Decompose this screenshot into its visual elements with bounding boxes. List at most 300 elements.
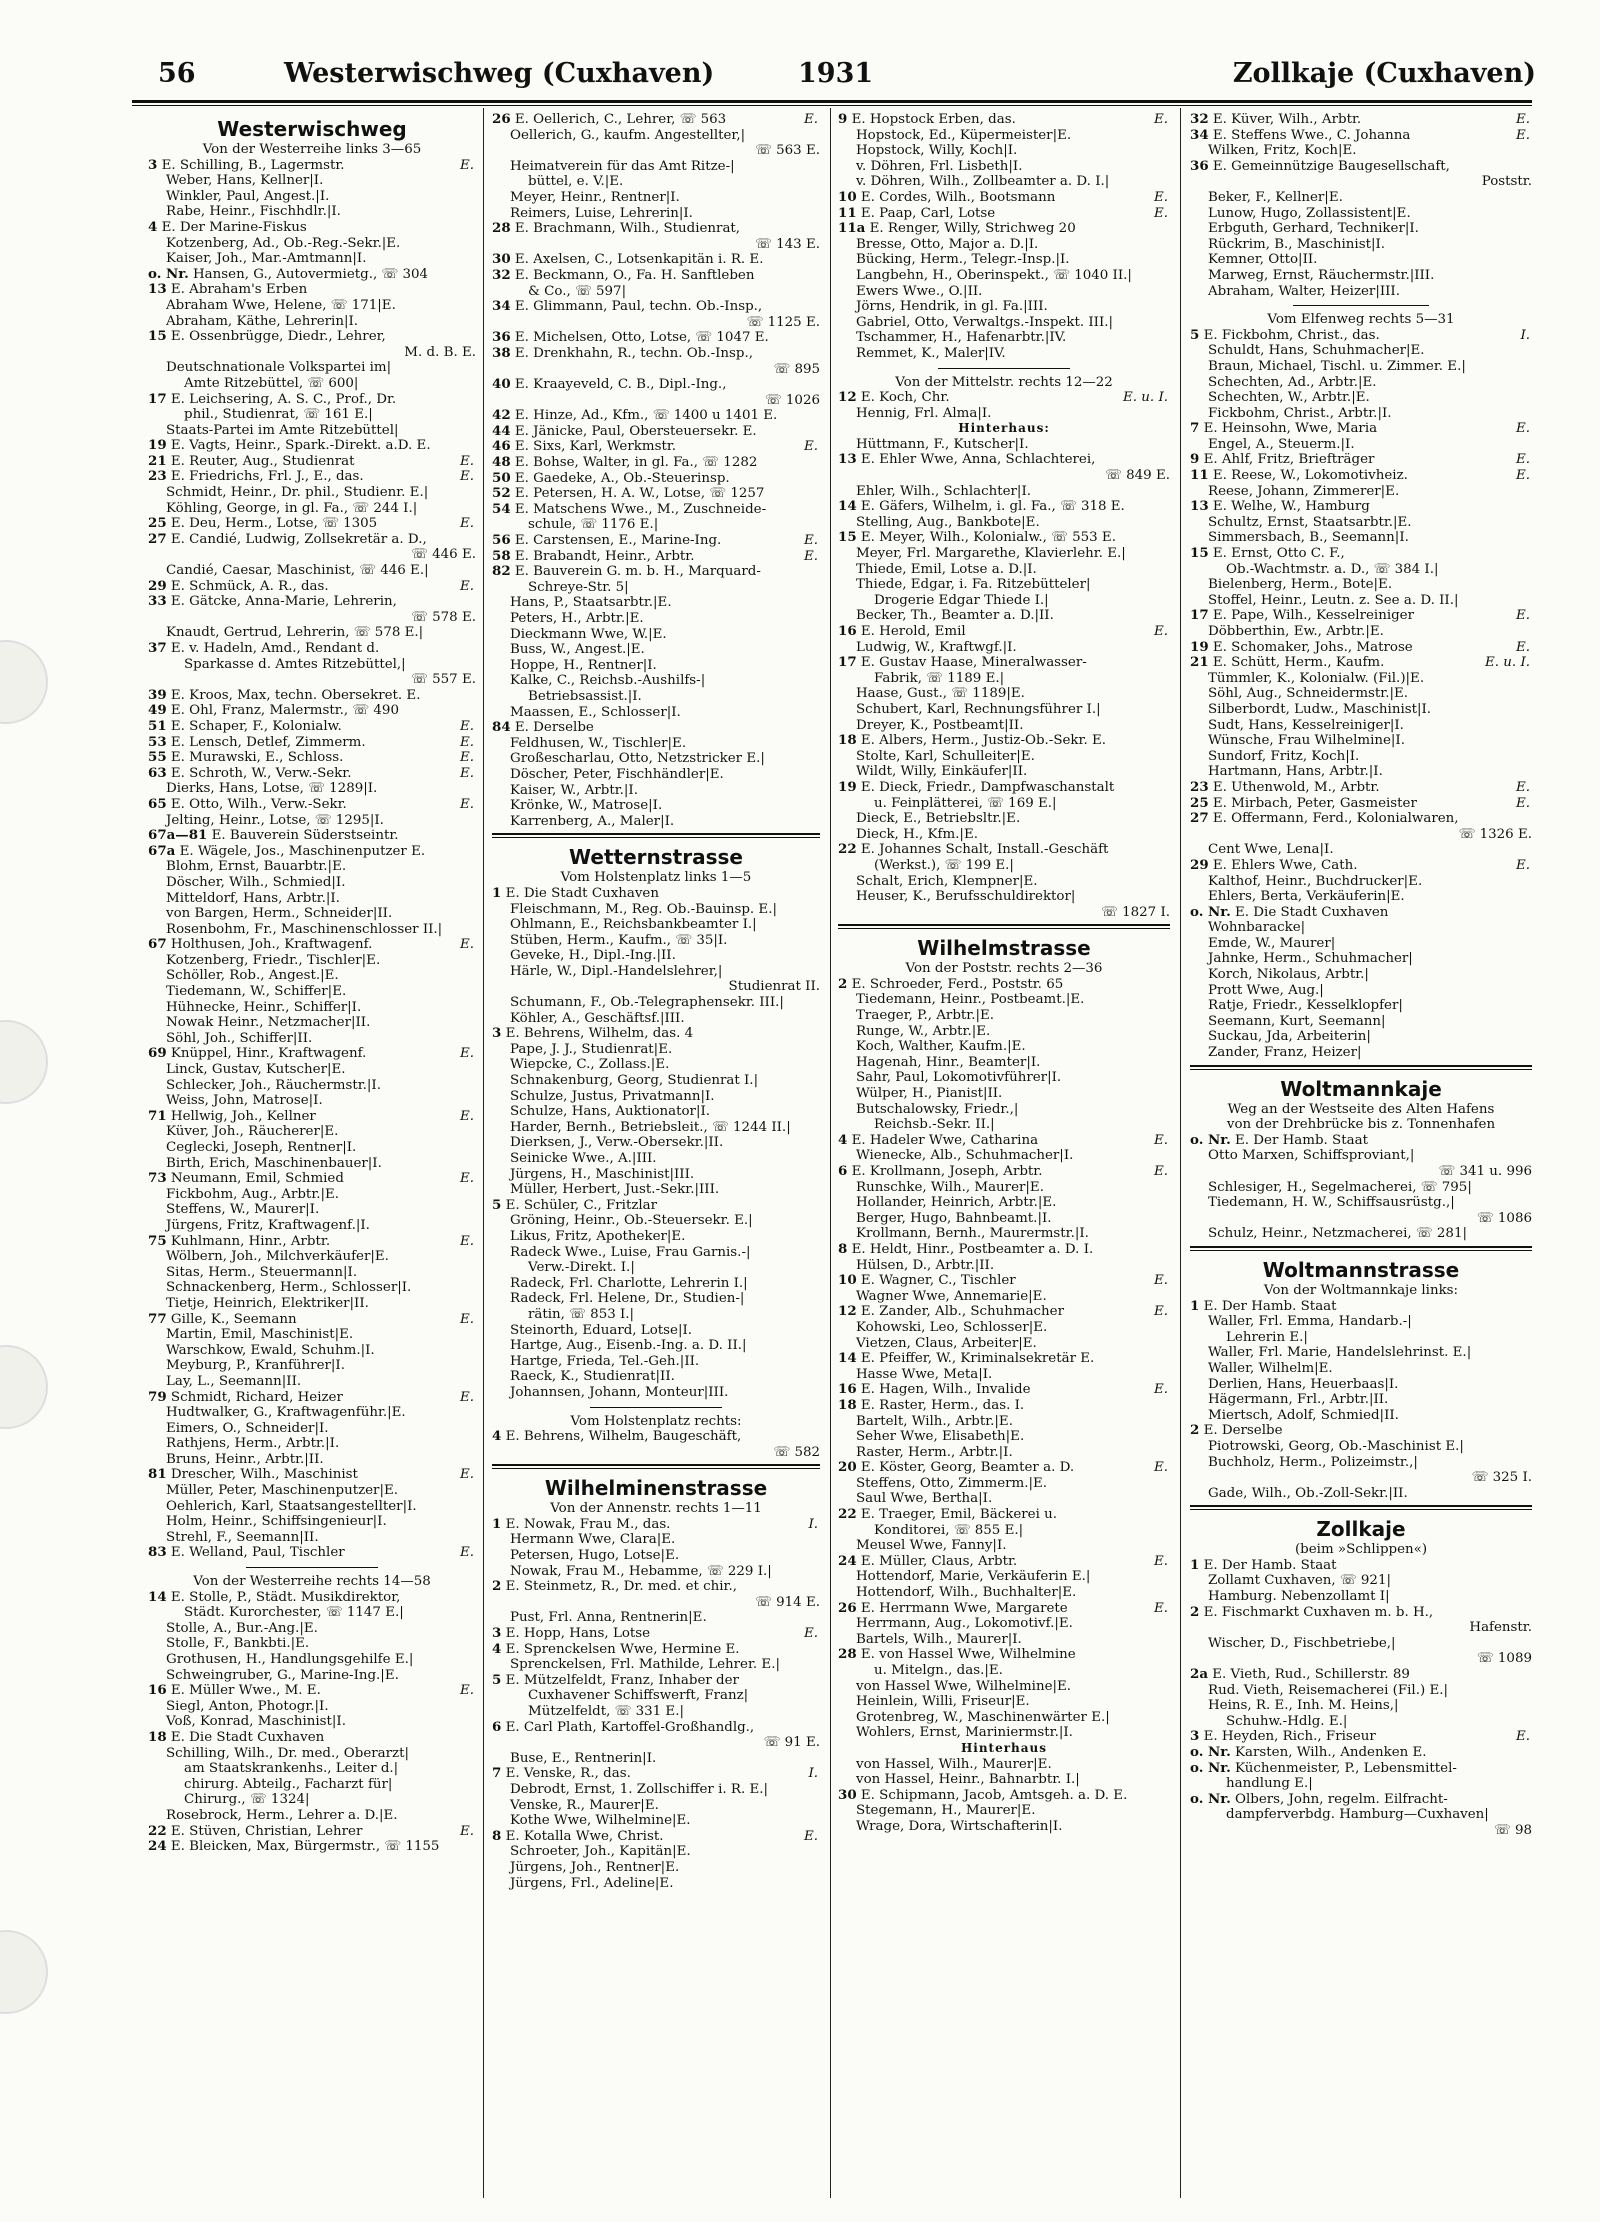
directory-entry: [492, 1260, 820, 1276]
entry-text: Rosebrock, Herm., Lehrer a. D.|E.: [166, 1807, 398, 1823]
column-divider: [830, 108, 831, 2198]
directory-entry: [838, 1226, 1170, 1242]
entry-text: Kohowski, Leo, Schlosser|E.: [856, 1319, 1048, 1335]
directory-entry: [1190, 1776, 1532, 1792]
entry-text: phil., Studienrat, ☏ 161 E.|: [184, 407, 373, 423]
house-number: 14: [838, 499, 857, 515]
directory-entry: [492, 1104, 820, 1120]
directory-entry: [148, 1499, 476, 1515]
entry-text: Schweingruber, G., Marine-Ing.|E.: [166, 1667, 399, 1683]
entry-text: ☏ 578 E.: [411, 609, 476, 625]
floor-marker: E.: [1153, 1164, 1168, 1179]
house-number: 28: [492, 221, 511, 237]
directory-entry: [838, 252, 1170, 268]
entry-text: Rabe, Heinr., Fischhdlr.|I.: [166, 204, 341, 220]
directory-entry: [148, 298, 476, 314]
directory-entry: [838, 1273, 1170, 1289]
entry-text: Hottendorf, Marie, Verkäuferin E.|: [856, 1569, 1091, 1585]
directory-entry: [492, 330, 820, 346]
directory-entry: [492, 814, 820, 830]
sub-divider: [1293, 305, 1430, 306]
house-number: 55: [148, 750, 167, 766]
entry-text: E. Der Marine-Fiskus: [157, 219, 307, 235]
house-number: 32: [1190, 112, 1209, 127]
entry-text: Martin, Emil, Maschinist|E.: [166, 1327, 354, 1343]
house-number: 14: [838, 1351, 857, 1367]
floor-marker: E.: [1515, 1729, 1530, 1745]
entry-text: E. Schaper, F., Kolonialw.: [166, 718, 342, 734]
directory-entry: [148, 423, 476, 439]
entry-text: E. Fickbohm, Christ., das.: [1199, 327, 1380, 343]
entry-text: & Co., ☏ 597|: [528, 283, 627, 299]
directory-entry: [148, 516, 476, 532]
entry-text: Traeger, P., Arbtr.|E.: [856, 1008, 994, 1024]
entry-text: E. Küver, Wilh., Arbtr.: [1208, 112, 1362, 127]
directory-entry: [492, 408, 820, 424]
directory-entry: [1190, 284, 1532, 300]
entry-text: Sahr, Paul, Lokomotivführer|I.: [856, 1070, 1062, 1086]
entry-text: E. Zander, Alb., Schuhmacher: [856, 1304, 1065, 1320]
entry-text: Schlecker, Joh., Räuchermstr.|I.: [166, 1077, 381, 1093]
directory-entry: [148, 1187, 476, 1203]
house-number: 33: [148, 594, 167, 610]
directory-entry: [492, 1704, 820, 1720]
directory-entry: [148, 1156, 476, 1172]
entry-text: Knüppel, Hinr., Kraftwagenf.: [166, 1046, 367, 1062]
house-number: 34: [1190, 127, 1209, 143]
entry-text: ☏ 1089: [1476, 1651, 1532, 1667]
entry-text: Sprenckelsen, Frl. Mathilde, Lehrer. E.|: [510, 1657, 780, 1673]
entry-text: Ehler, Wilh., Schlachter|I.: [856, 483, 1031, 499]
directory-entry: [1190, 577, 1532, 593]
directory-entry: [838, 1336, 1170, 1352]
street-title: Zollkaje: [1316, 1517, 1406, 1542]
directory-entry: [1190, 1620, 1532, 1636]
directory-entry: [838, 1070, 1170, 1086]
directory-entry: [148, 189, 476, 205]
directory-entry: [838, 961, 1170, 977]
directory-entry: [1190, 655, 1532, 671]
house-number: 21: [1190, 655, 1209, 671]
house-number: 1: [492, 1516, 502, 1532]
house-number: 18: [838, 733, 857, 749]
entry-text: E. Gemeinnützige Baugesellschaft,: [1208, 158, 1450, 174]
directory-entry: [148, 1140, 476, 1156]
entry-text: E. Meyer, Wilh., Kolonialw., ☏ 553 E.: [856, 530, 1116, 546]
entry-text: Reichsb.-Sekr. II.|: [874, 1117, 995, 1133]
directory-entry: [838, 468, 1170, 484]
house-number: 11: [1190, 468, 1209, 484]
entry-text: E. Johannes Schalt, Install.-Geschäft: [856, 842, 1109, 858]
directory-entry: [1190, 998, 1532, 1014]
entry-text: Vom Holstenplatz rechts:: [570, 1413, 742, 1429]
directory-entry: [492, 964, 820, 980]
entry-text: ☏ 849 E.: [1105, 468, 1170, 484]
floor-marker: E.: [803, 439, 818, 455]
directory-entry: [492, 870, 820, 886]
directory-entry: [1190, 671, 1532, 687]
entry-text: Chirurg., ☏ 1324|: [184, 1792, 310, 1808]
entry-text: Ehlers, Berta, Verkäuferin|E.: [1208, 889, 1405, 905]
directory-entry: [838, 1242, 1170, 1258]
directory-entry: [492, 1323, 820, 1339]
entry-text: E. Renger, Willy, Strichweg 20: [865, 221, 1076, 237]
entry-text: Kemner, Otto|II.: [1208, 252, 1318, 268]
entry-text: E. Die Stadt Cuxhaven: [501, 885, 659, 901]
floor-marker: E.: [459, 1389, 474, 1405]
directory-entry: [1190, 375, 1532, 391]
entry-text: Karsten, Wilh., Andenken E.: [1230, 1745, 1427, 1760]
entry-text: Tiedemann, Heinr., Postbeamt.|E.: [856, 992, 1085, 1008]
entry-text: E. Lensch, Detlef, Zimmerm.: [166, 734, 366, 750]
directory-entry: [1190, 1683, 1532, 1699]
directory-entry: [148, 1452, 476, 1468]
directory-entry: [1190, 1392, 1532, 1408]
directory-entry: [838, 1632, 1170, 1648]
entry-text: Stolle, A., Bur.-Ang.|E.: [166, 1620, 318, 1636]
directory-entry: [838, 1133, 1170, 1149]
entry-text: E. Ehlers Wwe, Cath.: [1208, 857, 1358, 873]
directory-entry: [1190, 190, 1532, 206]
entry-text: Gabriel, Otto, Verwaltgs.-Inspekt. III.|: [856, 314, 1113, 330]
entry-text: Stelling, Aug., Bankbote|E.: [856, 514, 1040, 530]
entry-text: E. Krollmann, Joseph, Arbtr.: [847, 1164, 1043, 1179]
entry-text: Hottendorf, Wilh., Buchhalter|E.: [856, 1585, 1077, 1601]
entry-text: Gade, Wilh., Ob.-Zoll-Sekr.|II.: [1208, 1485, 1408, 1501]
entry-text: Köhler, A., Geschäftsf.|III.: [510, 1010, 685, 1026]
entry-text: E. Beckmann, O., Fa. H. Sanftleben: [510, 267, 755, 283]
house-number: 17: [838, 655, 857, 671]
entry-text: Hülsen, D., Arbtr.|II.: [856, 1257, 995, 1273]
entry-text: Koch, Walther, Kaufm.|E.: [856, 1039, 1026, 1055]
entry-text: Hellwig, Joh., Kellner: [166, 1108, 316, 1124]
entry-text: rätin, ☏ 853 I.|: [528, 1306, 635, 1322]
entry-text: chirurg. Abteilg., Facharzt für|: [184, 1776, 393, 1792]
directory-entry: [148, 1590, 476, 1606]
entry-text: Neumann, Emil, Schmied: [166, 1171, 344, 1187]
directory-entry: [148, 532, 476, 548]
entry-text: Sitas, Herm., Steuermann|I.: [166, 1264, 358, 1280]
directory-entry: [148, 1031, 476, 1047]
house-number: 3: [148, 157, 158, 173]
floor-marker: E.: [1515, 452, 1530, 468]
directory-entry: [492, 143, 820, 159]
directory-entry: [1190, 343, 1532, 359]
entry-text: Mitteldorf, Hans, Arbtr.|I.: [166, 890, 340, 906]
entry-text: Rud. Vieth, Reisemacherei (Fil.) E.|: [1208, 1682, 1448, 1698]
directory-entry: [148, 1249, 476, 1265]
directory-entry: [1190, 143, 1532, 159]
entry-text: Schuldt, Hans, Schuhmacher|E.: [1208, 343, 1425, 359]
directory-entry: [1190, 593, 1532, 609]
column-divider: [1180, 108, 1181, 2198]
directory-entry: [492, 471, 820, 487]
house-number: 56: [492, 533, 511, 549]
directory-entry: [492, 1057, 820, 1073]
entry-text: Seemann, Kurt, Seemann|: [1208, 1013, 1386, 1029]
entry-text: Söhl, Aug., Schneidermstr.|E.: [1208, 686, 1408, 702]
house-number: 18: [838, 1397, 857, 1413]
entry-text: Von der Woltmannkaje links:: [1263, 1282, 1459, 1298]
street-title: Wilhelminenstrasse: [544, 1476, 768, 1501]
entry-text: Fickbohm, Christ., Arbtr.|I.: [1208, 405, 1392, 421]
house-number: 6: [492, 1719, 502, 1735]
entry-text: von Bargen, Herm., Schneider|II.: [166, 906, 393, 922]
directory-entry: [492, 424, 820, 440]
entry-text: Linck, Gustav, Kutscher|E.: [166, 1062, 346, 1078]
section-rule: [1190, 1065, 1532, 1070]
directory-entry: [148, 360, 476, 376]
directory-entry: [1190, 967, 1532, 983]
entry-text: Fabrik, ☏ 1189 E.|: [874, 670, 1005, 686]
house-number: 42: [492, 408, 511, 424]
floor-marker: E.: [1515, 608, 1530, 624]
entry-text: E. Derselbe: [510, 720, 594, 736]
house-number: 26: [492, 112, 511, 127]
entry-text: von der Drehbrücke bis z. Tonnenhafen: [1226, 1117, 1496, 1133]
house-number: 11: [838, 205, 857, 221]
house-number: 67a—81: [148, 828, 208, 844]
directory-entry: [148, 1730, 476, 1746]
street-title: Woltmannstrasse: [1262, 1257, 1460, 1282]
entry-text: E. Pfeiffer, W., Kriminalsekretär E.: [856, 1351, 1095, 1367]
directory-entry: [838, 1538, 1170, 1554]
directory-entry: [838, 764, 1170, 780]
entry-text: Kotzenberg, Friedr., Tischler|E.: [166, 952, 381, 968]
directory-entry: [148, 719, 476, 735]
directory-entry: [1190, 1651, 1532, 1667]
entry-text: Jürgens, H., Maschinist|III.: [510, 1166, 695, 1182]
entry-text: E. Müller Wwe., M. E.: [166, 1683, 321, 1699]
entry-text: Müller, Herbert, Just.-Sekr.|III.: [510, 1182, 720, 1198]
house-number: 50: [492, 470, 511, 486]
entry-text: Silberbordt, Ludw., Maschinist|I.: [1208, 701, 1432, 717]
directory-entry: [1190, 1180, 1532, 1196]
directory-entry: [838, 1585, 1170, 1601]
directory-entry: [1190, 811, 1532, 827]
entry-text: Weiss, John, Matrose|I.: [166, 1093, 323, 1109]
directory-entry: [492, 751, 820, 767]
house-number: 14: [148, 1589, 167, 1605]
directory-entry: [838, 206, 1170, 222]
section-rule: [1190, 1246, 1532, 1251]
entry-text: ☏ 143 E.: [755, 236, 820, 252]
house-number: 32: [492, 267, 511, 283]
entry-text: Engel, A., Steuerm.|I.: [1208, 436, 1355, 452]
house-number: 5: [1190, 327, 1200, 343]
directory-entry: [1190, 1283, 1532, 1299]
entry-text: Stoffel, Heinr., Leutn. z. See a. D. II.|: [1208, 592, 1459, 608]
directory-entry: [148, 984, 476, 1000]
house-number: 28: [838, 1647, 857, 1663]
entry-text: Gröning, Heinr., Ob.-Steuersekr. E.|: [510, 1213, 753, 1229]
directory-entry: [838, 811, 1170, 827]
entry-text: ☏ 1326 E.: [1458, 826, 1532, 842]
entry-text: Lunow, Hugo, Zollassistent|E.: [1208, 205, 1411, 221]
directory-entry: [492, 1813, 820, 1829]
house-number: o. Nr.: [1190, 1791, 1231, 1807]
floor-marker: E.: [459, 1545, 474, 1561]
directory-entry: [148, 781, 476, 797]
entry-text: Knaudt, Gertrud, Lehrerin, ☏ 578 E.|: [166, 625, 424, 641]
entry-text: Amte Ritzebüttel, ☏ 600|: [184, 375, 359, 391]
house-number: 81: [148, 1467, 167, 1483]
directory-entry: [492, 268, 820, 284]
entry-text: Schreye-Str. 5|: [528, 579, 629, 595]
house-number: o. Nr.: [1190, 1745, 1231, 1760]
entry-text: Lay, L., Seemann|II.: [166, 1373, 302, 1389]
entry-text: Heimatverein für das Amt Ritze-|: [510, 158, 735, 174]
floor-marker: E.: [459, 1823, 474, 1839]
house-number: 1: [492, 885, 502, 901]
entry-text: E. Schroth, W., Verw.-Sekr.: [166, 765, 352, 781]
floor-marker: E.: [1153, 624, 1168, 639]
directory-entry: [838, 268, 1170, 284]
entry-text: Jürgens, Joh., Rentner|E.: [510, 1859, 680, 1875]
directory-entry: [838, 718, 1170, 734]
directory-entry: [838, 977, 1170, 993]
directory-entry: [492, 673, 820, 689]
directory-entry: [492, 1167, 820, 1183]
entry-text: E. Gätcke, Anna-Marie, Lehrerin,: [166, 594, 397, 610]
floor-marker: I.: [1520, 327, 1530, 343]
entry-text: Bartelt, Wilh., Arbtr.|E.: [856, 1413, 1013, 1429]
directory-entry: [492, 237, 820, 253]
entry-text: ☏ 563 E.: [755, 143, 820, 159]
house-number: 1: [1190, 1298, 1200, 1314]
entry-text: Holthusen, Joh., Kraftwagenf.: [166, 937, 373, 953]
directory-entry: [838, 1367, 1170, 1383]
entry-text: E. von Hassel Wwe, Wilhelmine: [856, 1647, 1076, 1663]
directory-entry: [838, 1569, 1170, 1585]
entry-text: Nowak Heinr., Netzmacher|II.: [166, 1015, 371, 1031]
entry-text: Abraham, Walter, Heizer|III.: [1208, 283, 1400, 299]
entry-text: E. Schilling, B., Lagermstr.: [157, 157, 345, 173]
floor-marker: E.: [459, 734, 474, 750]
entry-text: E. Hinze, Ad., Kfm., ☏ 1400 u 1401 E.: [510, 408, 778, 424]
directory-entry: [492, 1135, 820, 1151]
entry-text: Dieck, E., Betriebsltr.|E.: [856, 811, 1021, 827]
entry-text: Pape, J. J., Studienrat|E.: [510, 1041, 673, 1057]
entry-text: Müller, Peter, Maschinenputzer|E.: [166, 1483, 398, 1499]
entry-text: E. Mützelfeldt, Franz, Inhaber der: [501, 1672, 739, 1688]
entry-text: Runge, W., Arbtr.|E.: [856, 1023, 991, 1039]
directory-entry: [148, 1062, 476, 1078]
header-left-title: Westerwischweg (Cuxhaven): [284, 58, 715, 89]
entry-text: Hennig, Frl. Alma|I.: [856, 405, 992, 421]
entry-text: Kaiser, W., Arbtr.|I.: [510, 782, 638, 798]
directory-entry: [1190, 686, 1532, 702]
directory-entry: [838, 1258, 1170, 1274]
entry-text: Derlien, Hans, Heuerbaas|I.: [1208, 1376, 1399, 1392]
entry-text: Jahnke, Herm., Schuhmacher|: [1208, 951, 1413, 967]
directory-entry: [1190, 1423, 1532, 1439]
directory-entry: [148, 968, 476, 984]
entry-text: Abraham, Käthe, Lehrerin|I.: [166, 313, 359, 329]
directory-entry: [492, 995, 820, 1011]
entry-text: E. Kraayeveld, C. B., Dipl.-Ing.,: [510, 377, 727, 393]
entry-text: E. Die Stadt Cuxhaven: [1230, 904, 1389, 920]
directory-entry: [492, 284, 820, 300]
floor-marker: E.: [1153, 189, 1168, 205]
directory-entry: [148, 875, 476, 891]
directory-entry: [148, 563, 476, 579]
entry-text: Bücking, Herm., Telegr.-Insp.|I.: [856, 252, 1070, 268]
entry-text: M. d. B. E.: [404, 344, 476, 360]
directory-entry: [1190, 1045, 1532, 1061]
house-number: 4: [492, 1641, 502, 1657]
floor-marker: E.: [459, 765, 474, 781]
entry-text: Hartge, Aug., Eisenb.-Ing. a. D. II.|: [510, 1338, 747, 1354]
house-number: 2: [492, 1579, 502, 1595]
directory-entry: [148, 1218, 476, 1234]
entry-text: E. Koch, Chr.: [856, 390, 950, 406]
house-number: 48: [492, 455, 511, 471]
directory-entry: [492, 979, 820, 995]
entry-text: Reese, Johann, Zimmerer|E.: [1208, 483, 1400, 499]
directory-entry: [1190, 749, 1532, 765]
entry-text: Saul Wwe, Bertha|I.: [856, 1491, 993, 1507]
directory-entry: [1190, 359, 1532, 375]
directory-entry: [492, 1735, 820, 1751]
entry-text: Waller, Frl. Marie, Handelslehrinst. E.|: [1208, 1345, 1472, 1361]
entry-text: Heuser, K., Berufsschuldirektor|: [856, 889, 1076, 905]
entry-text: Grothusen, H., Handlungsgehilfe E.|: [166, 1652, 414, 1667]
entry-text: Döscher, Peter, Fischhändler|E.: [510, 766, 724, 782]
directory-entry: [148, 1777, 476, 1793]
entry-text: Seinicke Wwe., A.|III.: [510, 1151, 657, 1166]
column-4: [1190, 112, 1532, 2202]
directory-entry: [838, 546, 1170, 562]
entry-text: ☏ 895: [773, 361, 820, 377]
directory-entry: [492, 1657, 820, 1673]
house-number: 79: [148, 1389, 167, 1405]
floor-marker: E.: [459, 718, 474, 734]
entry-text: Jürgens, Frl., Adeline|E.: [510, 1875, 674, 1891]
directory-entry: [148, 1792, 476, 1808]
entry-text: Kalthof, Heinr., Buchdrucker|E.: [1208, 873, 1423, 889]
entry-text: Remmet, K., Maler|IV.: [856, 345, 1006, 361]
directory-entry: [148, 236, 476, 252]
directory-entry: [838, 1460, 1170, 1476]
entry-text: E. Nowak, Frau M., das.: [501, 1516, 671, 1532]
directory-entry: [838, 237, 1170, 253]
entry-text: Buchholz, Herm., Polizeimstr.,|: [1208, 1454, 1418, 1470]
entry-text: E. Bohse, Walter, in gl. Fa., ☏ 1282: [510, 455, 758, 471]
directory-entry: [492, 886, 820, 902]
floor-marker: E.: [1153, 1132, 1168, 1148]
floor-marker: E.: [1515, 468, 1530, 484]
directory-entry: [1190, 936, 1532, 952]
directory-entry: [492, 190, 820, 206]
directory-entry: [1190, 1361, 1532, 1377]
directory-entry: [492, 1876, 820, 1892]
house-number: 65: [148, 796, 167, 812]
entry-text: Verw.-Direkt. I.|: [528, 1260, 635, 1276]
directory-entry: [1190, 1117, 1532, 1133]
directory-entry: [492, 174, 820, 190]
entry-text: ☏ 1026: [764, 392, 820, 408]
entry-text: Hagenah, Hinr., Beamter|I.: [856, 1054, 1041, 1070]
directory-entry: [492, 1414, 820, 1430]
house-number: 63: [148, 765, 167, 781]
directory-entry: [1190, 1558, 1532, 1574]
house-number: 17: [148, 391, 167, 407]
page-number: 56: [158, 58, 196, 89]
floor-marker: I.: [808, 1516, 818, 1532]
entry-text: Nowak, Frau M., Hebamme, ☏ 229 I.|: [510, 1563, 772, 1579]
directory-entry: [838, 562, 1170, 578]
